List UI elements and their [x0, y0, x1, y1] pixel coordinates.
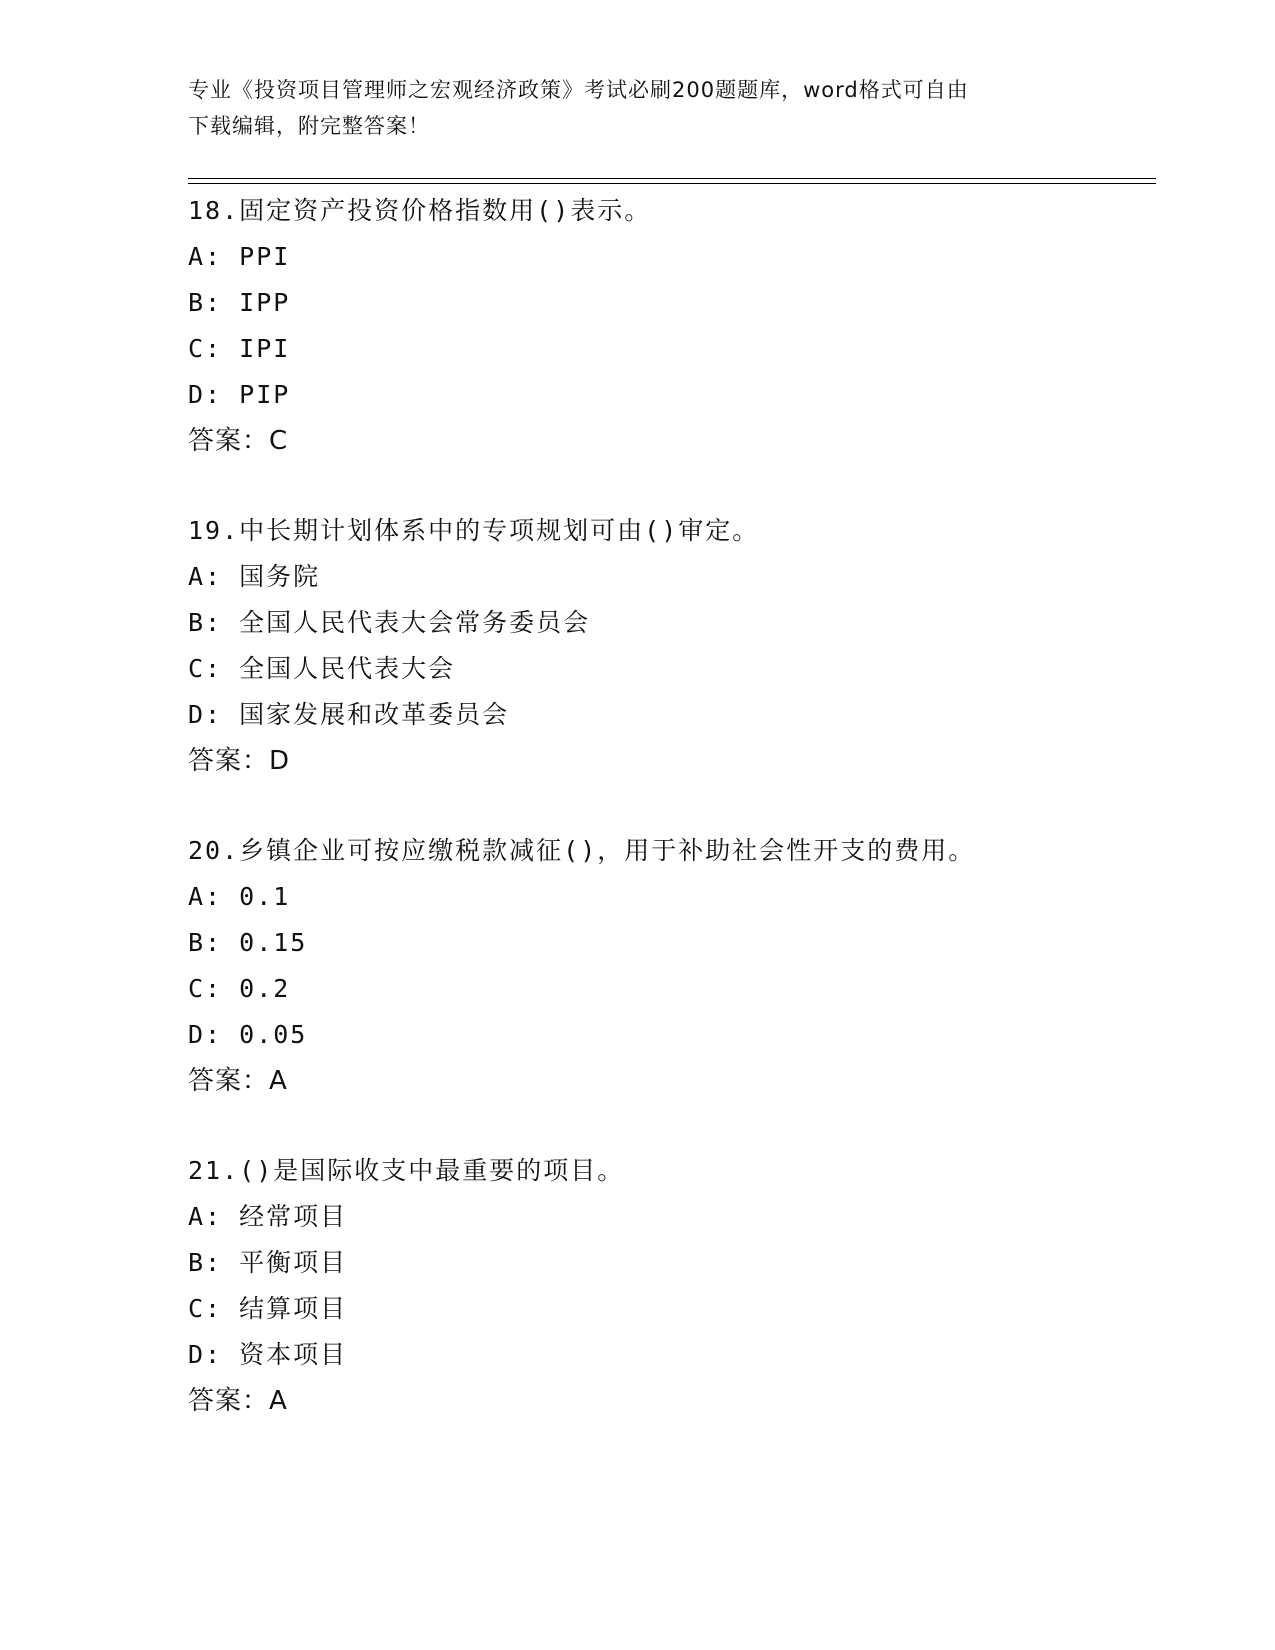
option-a: A: 0.1 — [188, 882, 291, 911]
header-divider-top — [188, 178, 1156, 179]
option-c: C: 结算项目 — [188, 1294, 348, 1323]
option-d: D: 资本项目 — [188, 1340, 348, 1369]
option-b: B: 平衡项目 — [188, 1248, 348, 1277]
question-text: 18.固定资产投资价格指数用()表示。 — [188, 196, 652, 225]
option-b: B: 0.15 — [188, 928, 308, 957]
option-d: D: 0.05 — [188, 1020, 308, 1049]
header-divider-bottom — [188, 183, 1156, 184]
header-line-2: 下载编辑，附完整答案！ — [188, 114, 430, 138]
answer-label: 答案：A — [188, 1386, 288, 1416]
header-line-1: 专业《投资项目管理师之宏观经济政策》考试必刷200题题库，word格式可自由 — [188, 78, 969, 102]
question-text: 19.中长期计划体系中的专项规划可由()审定。 — [188, 516, 760, 545]
option-b: B: IPP — [188, 288, 291, 317]
option-d: D: 国家发展和改革委员会 — [188, 700, 510, 729]
question-text: 21.()是国际收支中最重要的项目。 — [188, 1156, 625, 1185]
option-a: A: PPI — [188, 242, 291, 271]
question-text: 20.乡镇企业可按应缴税款减征()，用于补助社会性开支的费用。 — [188, 836, 976, 865]
option-c: C: 全国人民代表大会 — [188, 654, 456, 683]
document-header — [188, 72, 1088, 144]
answer-label: 答案：A — [188, 1066, 288, 1096]
question-block-20 — [188, 828, 1148, 1104]
option-c: C: 0.2 — [188, 974, 291, 1003]
question-block-18 — [188, 188, 1148, 464]
option-c: C: IPI — [188, 334, 291, 363]
answer-label: 答案：D — [188, 746, 291, 776]
question-block-21 — [188, 1148, 1148, 1424]
option-d: D: PIP — [188, 380, 291, 409]
question-block-19 — [188, 508, 1148, 784]
option-b: B: 全国人民代表大会常务委员会 — [188, 608, 591, 637]
option-a: A: 国务院 — [188, 562, 321, 591]
answer-label: 答案：C — [188, 426, 289, 456]
option-a: A: 经常项目 — [188, 1202, 348, 1231]
